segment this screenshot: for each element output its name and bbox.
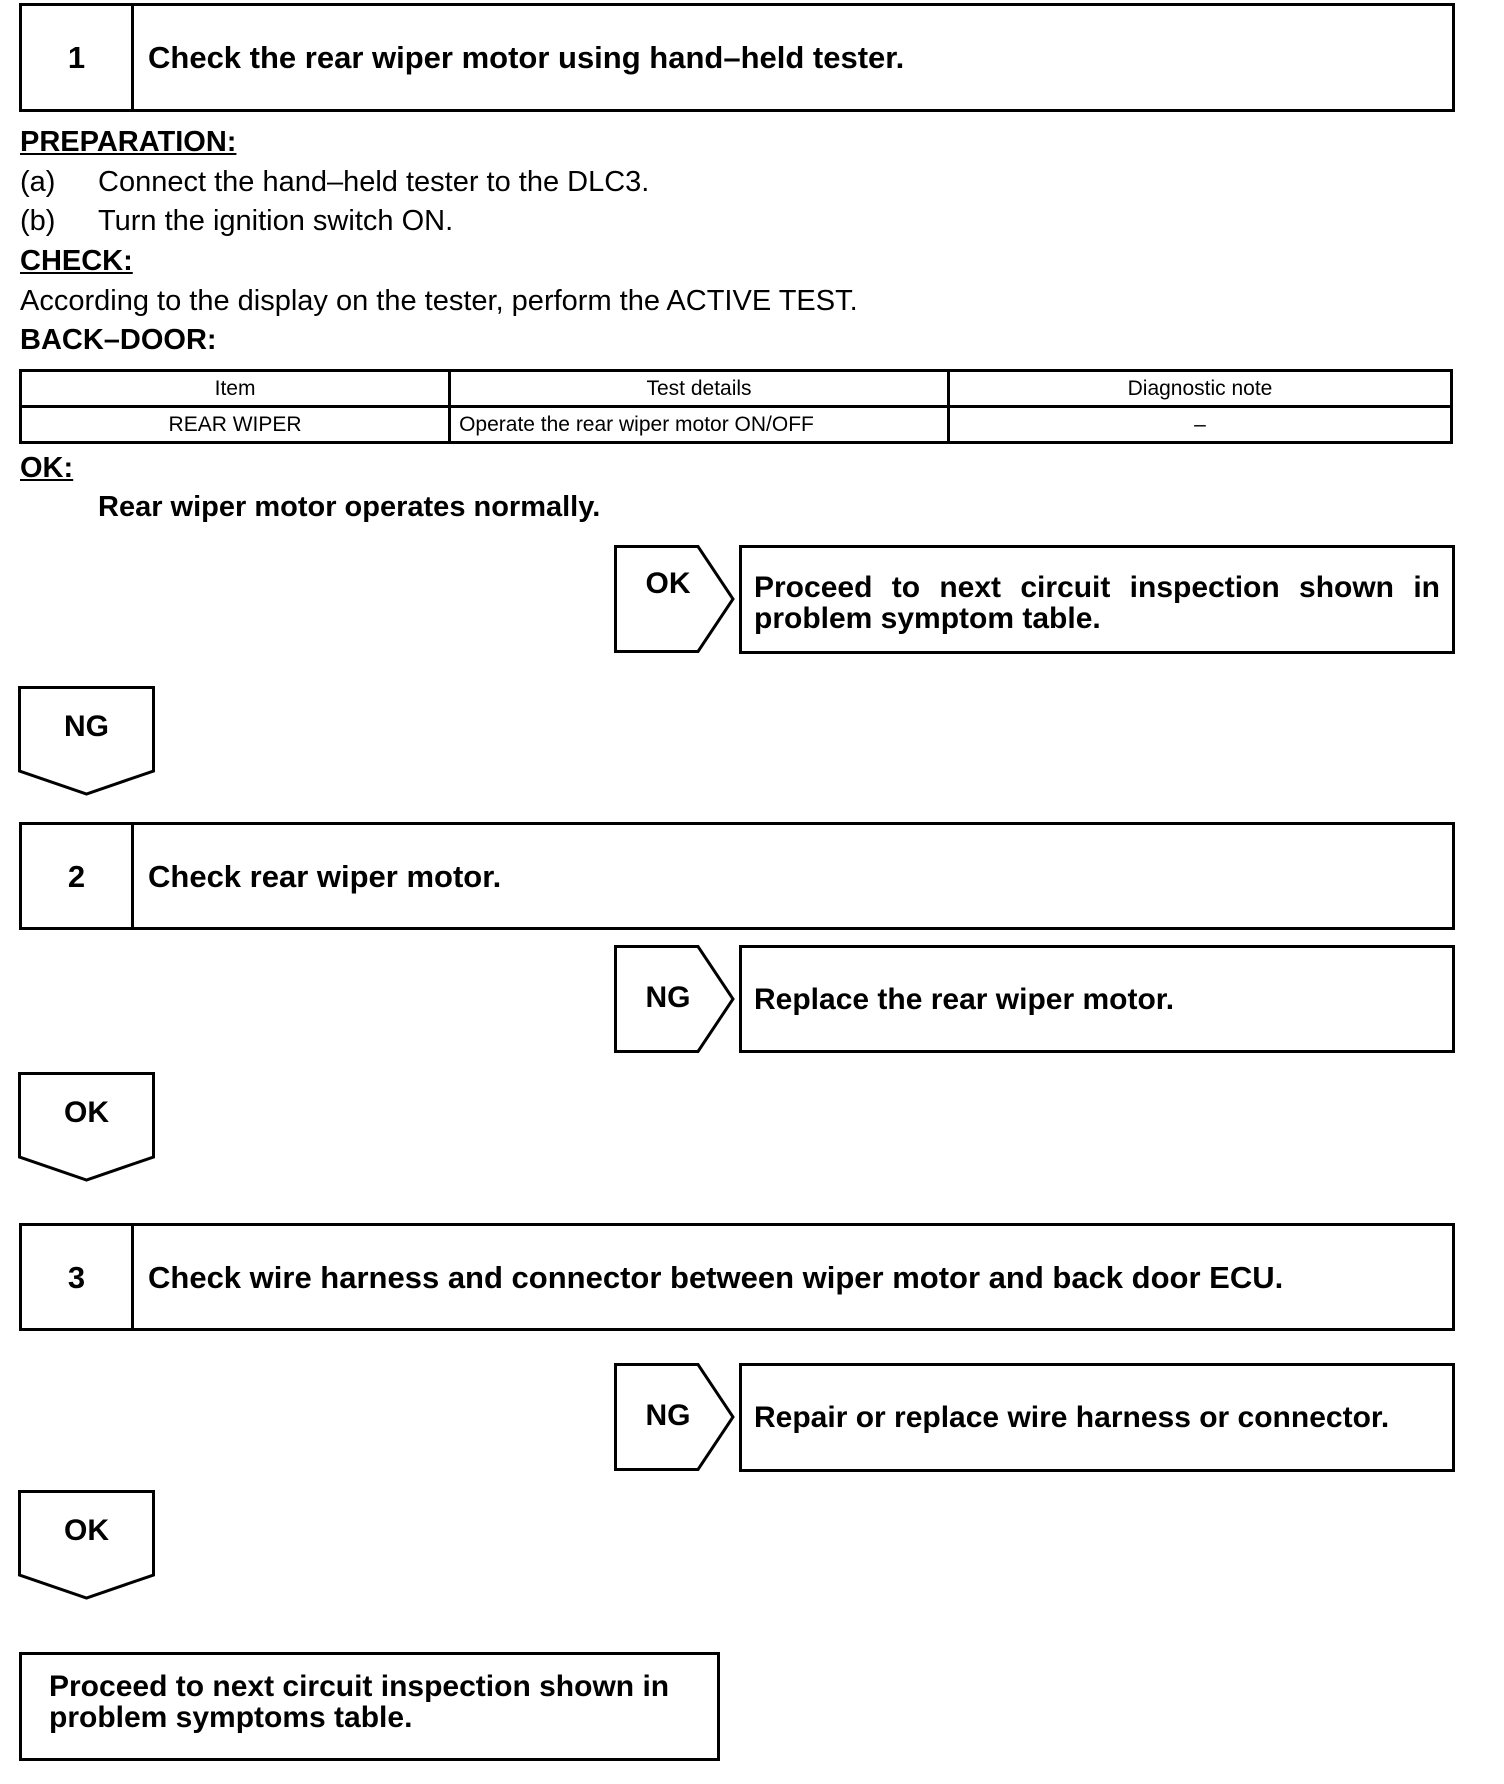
step-2-number: 2 <box>22 825 134 927</box>
step-1-ng-down-arrow <box>18 686 155 796</box>
step-2-ng-result-box <box>739 945 1455 1053</box>
preparation-item-a-label: (a) <box>20 166 56 198</box>
step-3-ok-down-label: OK <box>64 1514 109 1547</box>
ok-criteria-text: Rear wiper motor operates normally. <box>98 491 601 523</box>
preparation-item-b-label: (b) <box>20 205 56 237</box>
back-door-heading: BACK–DOOR: <box>20 324 217 356</box>
step-1-ok-branch-label: OK <box>645 567 691 600</box>
step-1-ok-branch-arrow <box>614 545 740 653</box>
preparation-item-b <box>20 205 453 238</box>
step-1-box <box>19 3 1455 112</box>
step-3-number: 3 <box>22 1226 134 1328</box>
step-2-ng-branch-arrow <box>614 945 740 1053</box>
step-1-number: 1 <box>22 6 134 109</box>
step-3-ok-down-arrow <box>18 1490 155 1600</box>
table-header-item: Item <box>21 371 450 407</box>
step-2-ng-branch-label: NG <box>645 981 691 1014</box>
check-heading: CHECK: <box>20 245 133 277</box>
table-cell-diagnostic-note: – <box>949 407 1452 443</box>
step-1-title: Check the rear wiper motor using hand–held tester. <box>148 40 905 75</box>
preparation-item-a <box>20 166 649 199</box>
table-cell-test-details: Operate the rear wiper motor ON/OFF <box>450 407 949 443</box>
step-2-ng-result-text: Replace the rear wiper motor. <box>754 983 1175 1016</box>
preparation-item-a-text: Connect the hand–held tester to the DLC3. <box>98 166 650 198</box>
step-2-box <box>19 822 1455 930</box>
check-text: According to the display on the tester, perform the ACTIVE TEST. <box>20 285 858 317</box>
table-cell-item: REAR WIPER <box>21 407 450 443</box>
step-3-ng-branch-label: NG <box>645 1399 691 1432</box>
active-test-table <box>19 369 1453 444</box>
step-2-ok-down-label: OK <box>64 1096 109 1129</box>
final-result-box <box>19 1652 720 1761</box>
step-3-ng-result-box <box>739 1363 1455 1472</box>
step-1-ok-result-text: Proceed to next circuit inspection shown in problem symptom table. <box>754 571 1440 635</box>
preparation-item-b-text: Turn the ignition switch ON. <box>98 205 454 237</box>
table-header-diagnostic-note: Diagnostic note <box>949 371 1452 407</box>
step-3-ng-result-text: Repair or replace wire harness or connector. <box>754 1401 1390 1434</box>
step-2-title: Check rear wiper motor. <box>148 859 502 894</box>
step-1-ok-result-box <box>739 545 1455 654</box>
table-row <box>21 407 1452 443</box>
ok-heading: OK: <box>20 452 74 484</box>
step-1-ng-down-label: NG <box>64 710 109 743</box>
step-3-title: Check wire harness and connector between wiper motor and back door ECU. <box>148 1260 1284 1295</box>
step-3-ng-branch-arrow <box>614 1363 740 1471</box>
table-header-row <box>21 371 1452 407</box>
step-2-ok-down-arrow <box>18 1072 155 1182</box>
table-header-test-details: Test details <box>450 371 949 407</box>
preparation-heading: PREPARATION: <box>20 126 237 158</box>
step-3-box <box>19 1223 1455 1331</box>
final-result-text: Proceed to next circuit inspection shown in problem symptoms table. <box>49 1670 670 1734</box>
